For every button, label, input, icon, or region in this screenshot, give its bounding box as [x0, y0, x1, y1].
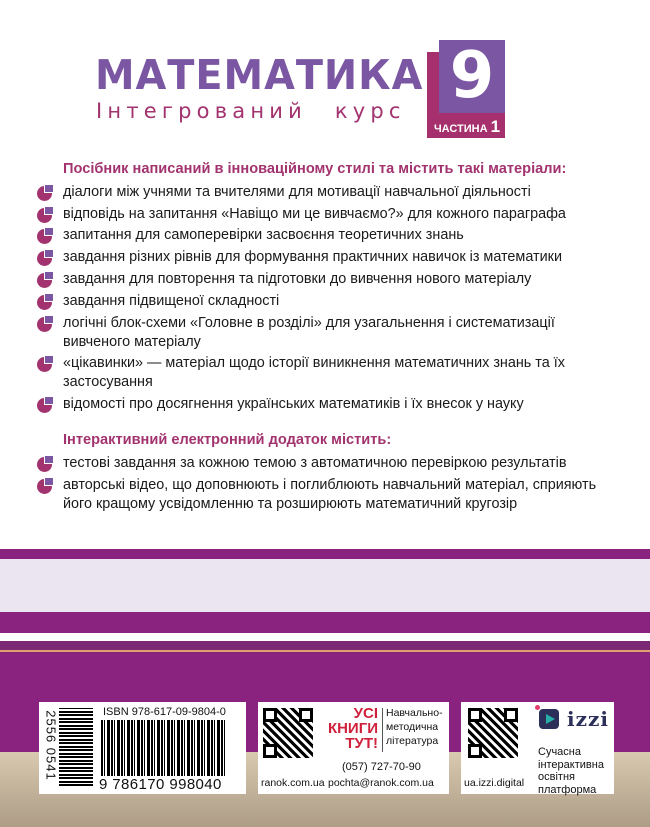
list-item: завдання підвищеної складності [37, 292, 617, 311]
side-barcode [59, 708, 93, 786]
band-dark [0, 641, 650, 650]
platform-url[interactable]: ua.izzi.digital [464, 777, 525, 789]
part-label-text: ЧАСТИНА [433, 123, 488, 135]
slogan: УСІ КНИГИ ТУТ! [327, 705, 378, 752]
band-top [0, 549, 650, 559]
publisher-url[interactable]: ranok.com.ua [261, 777, 325, 789]
interactive-section [37, 429, 617, 514]
grade-number: 9 [449, 39, 495, 113]
book-subtitle: Інтегрований курс [96, 99, 406, 123]
list-item: завдання різних рівнів для формування практичних навичок із математики [37, 248, 617, 267]
bullet-icon [37, 228, 57, 244]
barcode [101, 720, 225, 776]
isbn-box [39, 702, 246, 794]
book-title: МАТЕМАТИКА [95, 51, 424, 99]
part-number: 1 [490, 117, 501, 136]
platform-description: Сучасна інтерактивна освітня платформа [538, 746, 604, 796]
list-item: відповідь на запитання «Навіщо ми це вивчаємо?» для кожного параграфа [37, 205, 617, 224]
bullet-icon [37, 185, 57, 201]
qr-code-icon[interactable] [468, 708, 518, 758]
publisher-email[interactable]: pochta@ranok.com.ua [328, 777, 434, 789]
publisher-phone: (057) 727-70-90 [342, 761, 421, 773]
list-item: логічні блок-схеми «Головне в розділі» для узагальнення і систематизації вивченого матеріалу [37, 314, 617, 352]
bullet-icon [37, 478, 57, 494]
izzi-logo [539, 707, 609, 731]
features-heading: Посібник написаний в інноваційному стилі та містить такі матеріали: [63, 161, 567, 177]
part-label [429, 118, 505, 138]
isbn-label: ISBN 978-617-09-9804-0 [103, 706, 226, 718]
bullet-icon [37, 250, 57, 266]
divider [382, 708, 383, 752]
side-code: 2556 0541 [43, 710, 59, 781]
platform-box [461, 702, 614, 794]
barcode-digits: 9 786170 998040 [99, 776, 222, 793]
features-section [37, 158, 617, 414]
list-item: завдання для повторення та підготовки до вивчення нового матеріалу [37, 270, 617, 289]
list-item: діалоги між учнями та вчителями для мотивації навчальної діяльності [37, 183, 617, 202]
list-item: тестові завдання за кожною темою з автоматичною перевіркою результатів [37, 454, 617, 473]
list-item: відомості про досягнення українських математиків і їх внесок у науку [37, 395, 617, 414]
bullet-icon [37, 294, 57, 310]
qr-code-icon[interactable] [263, 708, 313, 758]
publisher-description: Навчально-методична література [386, 707, 443, 747]
list-item: «цікавинки» — матеріал щодо історії виникнення математичних знань та їх застосування [37, 354, 617, 392]
bullet-icon [37, 207, 57, 223]
bullet-icon [37, 272, 57, 288]
band-lavender [0, 559, 650, 612]
list-item: авторські відео, що доповнюють і поглиблюють навчальний матеріал, сприяють його кращому усвідомленню та розширюють математичний кругозір [37, 476, 617, 514]
publisher-box [258, 702, 449, 794]
bullet-icon [37, 397, 57, 413]
interactive-heading: Інтерактивний електронний додаток містить: [63, 432, 392, 448]
bullet-icon [37, 456, 57, 472]
izzi-brand: izzi [567, 707, 609, 731]
bullet-icon [37, 316, 57, 332]
bullet-icon [37, 356, 57, 372]
list-item: запитання для самоперевірки засвоєння теоретичних знань [37, 226, 617, 245]
band-white [0, 633, 650, 641]
band-middle [0, 612, 650, 633]
play-icon [539, 709, 559, 729]
